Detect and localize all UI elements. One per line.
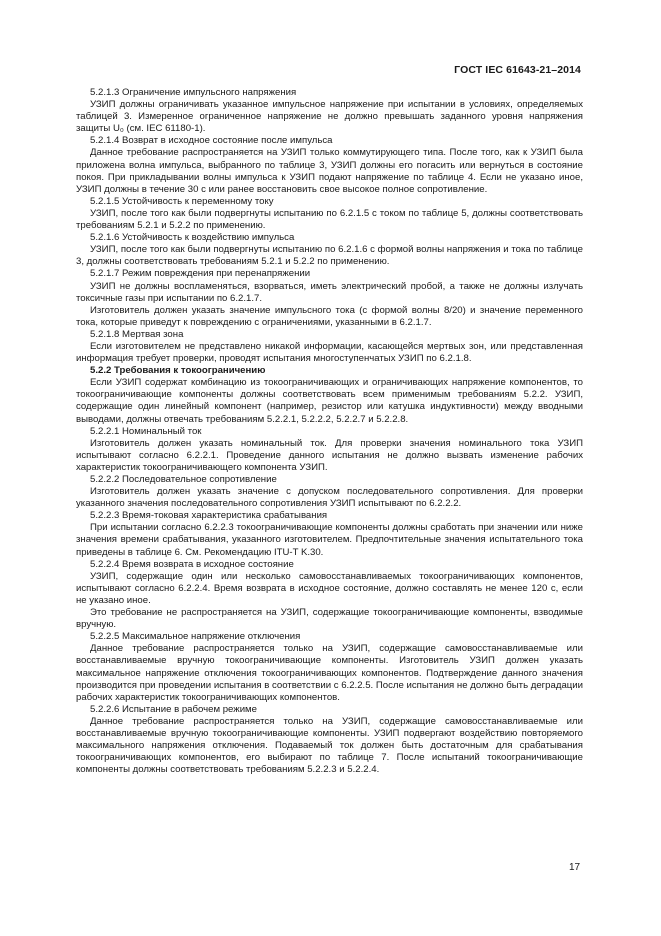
document-code-header: ГОСТ IEC 61643-21–2014 bbox=[454, 64, 581, 76]
section-heading: 5.2.2.1 Номинальный ток bbox=[90, 425, 202, 437]
document-body bbox=[76, 87, 583, 776]
page-number: 17 bbox=[569, 862, 581, 873]
body-paragraph: Данное требование распространяется на УЗИП только коммутирующего типа. После того, как к УЗИП была приложена волна импульса, выбранного по таблице 3, УЗИП должны его погасить или вернуться в состояние покоя. При прикладывании волны импульса к УЗИП подают напряжение по таблице 4. Если не указано иное, УЗИП должны в течение 30 с или ранее восстановить свое высокое полное сопротивление. bbox=[76, 147, 583, 195]
body-paragraph: УЗИП, после того как были подвергнуты испытанию по 6.2.1.5 с током по таблице 5, должны соответствовать требованиям 5.2.1 и 5.2.2 по применению. bbox=[76, 207, 583, 232]
section-heading: 5.2.2.2 Последовательное сопротивление bbox=[90, 474, 277, 485]
body-paragraph: Изготовитель должен указать номинальный ток. Для проверки значения номинального тока УЗИП испытывают согласно 6.2.2.1. Проведение данного испытания не должно вызвать изменение рабочих характеристик токоограничивающего компонента УЗИП. bbox=[76, 437, 583, 473]
section-heading: 5.2.1.7 Режим повреждения при перенапряжении bbox=[90, 268, 311, 280]
body-paragraph: УЗИП должны ограничивать указанное импульсное напряжение при испытании в условиях, определяемых таблицей 3. Измеренное ограниченное напряжение не должно превышать заданного уровня напряжения защиты U₀ (см. IEC 61180-1). bbox=[76, 99, 583, 135]
body-paragraph: УЗИП, содержащие один или несколько самовосстанавливаемых токоограничивающих компонентов, испытывают согласно 6.2.2.4. Время возврата в исходное состояние, должно составлять не менее 120 с, если не указано иное. bbox=[76, 570, 583, 606]
body-paragraph: Изготовитель должен указать значение с допуском последовательного сопротивления. Для проверки указанного значения последовательного сопротивления УЗИП испытывают по 6.2.2.2. bbox=[76, 486, 583, 510]
body-paragraph: Данное требование распространяется только на УЗИП, содержащие самовосстанавливаемые или восстанавливаемые вручную токоограничивающие компоненты. УЗИП подвергают воздействию повторяемого максимального напряжения отключения. Подаваемый ток должен быть достаточным для срабатывания токоограничивающих компонентов, его выбирают по таблице 7. После испытаний токоограничивающие компоненты должны соответствовать требованиям 5.2.2.3 и 5.2.2.4. bbox=[76, 715, 583, 776]
body-paragraph: УЗИП, после того как были подвергнуты испытанию по 6.2.1.6 с формой волны напряжения и тока по таблице 3, должны соответствовать требованиям 5.2.1 и 5.2.2 по применению. bbox=[76, 244, 583, 268]
section-heading: 5.2.1.3 Ограничение импульсного напряжения bbox=[90, 87, 297, 98]
section-heading: 5.2.1.6 Устойчивость к воздействию импульса bbox=[90, 232, 295, 244]
section-heading: 5.2.2.6 Испытание в рабочем режиме bbox=[90, 703, 257, 715]
body-paragraph: Данное требование распространяется только на УЗИП, содержащие самовосстанавливаемые или восстанавливаемые вручную токоограничивающие компоненты. Изготовитель УЗИП должен указать максимальное напряжение отключения токоограничивающих компонентов. Подтверждение данного значения производится при проведении испытания в соответствии с 6.2.2.5. После испытания не должно быть деградации рабочих характеристик токоограничивающих компонентов. bbox=[76, 643, 583, 703]
section-heading: 5.2.2.4 Время возврата в исходное состояние bbox=[90, 558, 294, 570]
section-heading: 5.2.1.8 Мертвая зона bbox=[90, 328, 184, 340]
body-paragraph: При испытании согласно 6.2.2.3 токоограничивающие компоненты должны сработать при значении или ниже значения времени срабатывания, указанного изготовителем. Предпочтительные значения испытательного тока приведены в таблице 6. См. Рекомендацию ITU-T K.30. bbox=[76, 522, 583, 558]
body-paragraph: Если изготовителем не представлено никакой информации, касающейся мертвых зон, или представленная информация требует проверки, проводят испытания многоступенчатых УЗИП по 6.2.1.8. bbox=[76, 340, 583, 365]
section-heading: 5.2.2.3 Время-токовая характеристика срабатывания bbox=[90, 510, 328, 522]
section-heading: 5.2.2.5 Максимальное напряжение отключения bbox=[90, 631, 301, 643]
body-paragraph: Это требование не распространяется на УЗИП, содержащие токоограничивающие компоненты, взводимые вручную. bbox=[76, 607, 583, 631]
section-heading: 5.2.1.5 Устойчивость к переменному току bbox=[90, 195, 274, 207]
section-heading: 5.2.2 Требования к токоограничению bbox=[90, 365, 266, 377]
body-paragraph: Если УЗИП содержат комбинацию из токоограничивающих и ограничивающих напряжение компонентов, то токоограничивающие компоненты должны соответствовать всем применимым требованиям 5.2.2. УЗИП, содержащие один линейный компонент (например, резистор или катушка индуктивности) между вводными выводами, должны отвечать требованиям 5.2.2.1, 5.2.2.2, 5.2.2.7 и 5.2.2.8. bbox=[76, 377, 583, 425]
section-heading: 5.2.1.4 Возврат в исходное состояние после импульса bbox=[90, 135, 333, 147]
body-paragraph: Изготовитель должен указать значение импульсного тока (с формой волны 8/20) и значение переменного тока, которые приведут к повреждению с ограничениями, указанными в 6.2.1.7. bbox=[76, 304, 583, 328]
body-paragraph: УЗИП не должны воспламеняться, взорваться, иметь электрический пробой, а также не должны излучать токсичные газы при испытании по 6.2.1.7. bbox=[76, 280, 583, 304]
